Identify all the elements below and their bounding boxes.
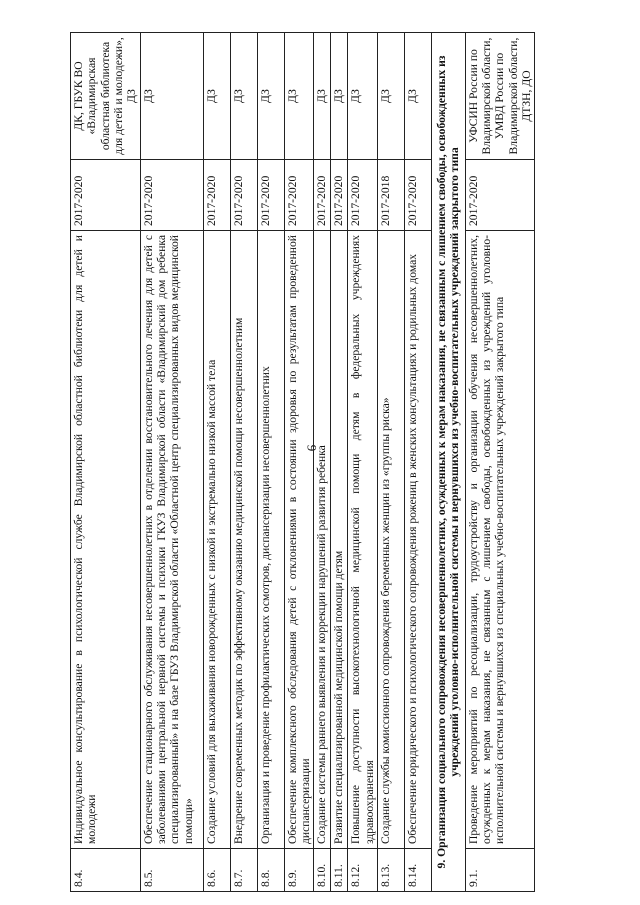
row-number: 8.11. bbox=[331, 849, 348, 892]
row-period: 2017-2020 bbox=[331, 160, 348, 231]
table-row bbox=[257, 33, 284, 892]
table-row bbox=[348, 33, 378, 892]
page-number: 9 bbox=[304, 444, 320, 452]
row-executor: ДЗ bbox=[314, 33, 331, 160]
row-number: 8.4. bbox=[71, 849, 141, 892]
row-activity: Индивидуальное консультирование в психологической службе Владимирской областной библиотеки для детей и молодежи bbox=[71, 231, 141, 849]
row-period: 2017-2020 bbox=[140, 160, 203, 231]
row-executor: ДЗ bbox=[331, 33, 348, 160]
row-number: 8.13. bbox=[377, 849, 404, 892]
section-9-heading: 9. Организация социального сопровождения несовершеннолетних, осужденных к мерам наказания, не связанным с лишением свободы, освобожденных из учреждений уголовно-исполнительной системы и вернувшихся из учебно-воспитательных учреждений закрытого типа bbox=[431, 33, 465, 892]
measures-table bbox=[70, 32, 535, 892]
table-row bbox=[314, 33, 331, 892]
row-number: 8.9. bbox=[284, 849, 314, 892]
row-number: 8.6. bbox=[203, 849, 230, 892]
row-activity: Повышение доступности высокотехнологичной медицинской помощи детям в федеральных учреждениях здравоохранения bbox=[348, 231, 378, 849]
row-activity: Проведение мероприятий по ресоциализации, трудоустройству и организации обучения несовершеннолетних, осужденных к мерам наказания, не связанным с лишением свободы, освобожденных из учреждений уголовно-исполнительной системы и вернувшихся из специальных учебно-воспитательных учреждений закрытого типа bbox=[465, 231, 535, 849]
row-executor: ДЗ bbox=[257, 33, 284, 160]
row-executor: ДЗ bbox=[203, 33, 230, 160]
row-period: 2017-2020 bbox=[314, 160, 331, 231]
row-period: 2017-2020 bbox=[465, 160, 535, 231]
row-period: 2017-2018 bbox=[377, 160, 404, 231]
row-number: 9.1. bbox=[465, 849, 535, 892]
table-row bbox=[71, 33, 141, 892]
row-executor: ДЗ bbox=[348, 33, 378, 160]
row-executor: УФСИН России по Владимирской области, УМВД России по Владимирской области, ДТЗН, ДО bbox=[465, 33, 535, 160]
row-period: 2017-2020 bbox=[203, 160, 230, 231]
row-activity: Обеспечение юридического и психологического сопровождения рожениц в женских консультациях и родильных домах bbox=[404, 231, 431, 849]
row-activity: Создание системы раннего выявления и коррекции нарушений развития ребенка bbox=[314, 231, 331, 849]
row-period: 2017-2020 bbox=[348, 160, 378, 231]
row-activity: Внедрение современных методик по эффективному оказанию медицинской помощи несовершеннолетним bbox=[230, 231, 257, 849]
table-row bbox=[284, 33, 314, 892]
table-row bbox=[140, 33, 203, 892]
row-activity: Обеспечение комплексного обследования детей с отклонениями в состоянии здоровья по результатам проведенной диспансеризации bbox=[284, 231, 314, 849]
row-number: 8.8. bbox=[257, 849, 284, 892]
row-number: 8.12. bbox=[348, 849, 378, 892]
measures-table-sheet bbox=[70, 32, 605, 892]
section-heading-row bbox=[431, 33, 465, 892]
row-period: 2017-2020 bbox=[284, 160, 314, 231]
row-executor: ДЗ bbox=[140, 33, 203, 160]
row-number: 8.14. bbox=[404, 849, 431, 892]
row-number: 8.5. bbox=[140, 849, 203, 892]
row-executor: ДЗ bbox=[377, 33, 404, 160]
table-row bbox=[230, 33, 257, 892]
row-number: 8.7. bbox=[230, 849, 257, 892]
table-row bbox=[377, 33, 404, 892]
row-number: 8.10. bbox=[314, 849, 331, 892]
table-row bbox=[404, 33, 431, 892]
row-executor: ДЗ bbox=[230, 33, 257, 160]
row-executor: ДК, ГБУК ВО «Владимирская областная библиотека для детей и молодежи», ДЗ bbox=[71, 33, 141, 160]
row-activity: Обеспечение стационарного обслуживания несовершеннолетних в отделении восстановительного лечения для детей с заболеваниями центральной нервной системы и психики ГКУЗ Владимирской области «Владимирский дом ребенка специализированный» и на базе ГБУЗ Владимирской области «Областной центр специализированных видов медицинской помощи» bbox=[140, 231, 203, 849]
row-activity: Создание условий для выхаживания новорожденных с низкой и экстремально низкой массой тела bbox=[203, 231, 230, 849]
row-period: 2017-2020 bbox=[71, 160, 141, 231]
table-row bbox=[465, 33, 535, 892]
row-executor: ДЗ bbox=[284, 33, 314, 160]
row-period: 2017-2020 bbox=[257, 160, 284, 231]
table-row bbox=[331, 33, 348, 892]
table-row bbox=[203, 33, 230, 892]
row-activity: Создание службы комиссионного сопровождения беременных женщин из «группы риска» bbox=[377, 231, 404, 849]
row-activity: Развитие специализированной медицинской помощи детям bbox=[331, 231, 348, 849]
row-period: 2017-2020 bbox=[230, 160, 257, 231]
row-executor: ДЗ bbox=[404, 33, 431, 160]
row-activity: Организация и проведение профилактических осмотров, диспансеризации несовершеннолетних bbox=[257, 231, 284, 849]
row-period: 2017-2020 bbox=[404, 160, 431, 231]
